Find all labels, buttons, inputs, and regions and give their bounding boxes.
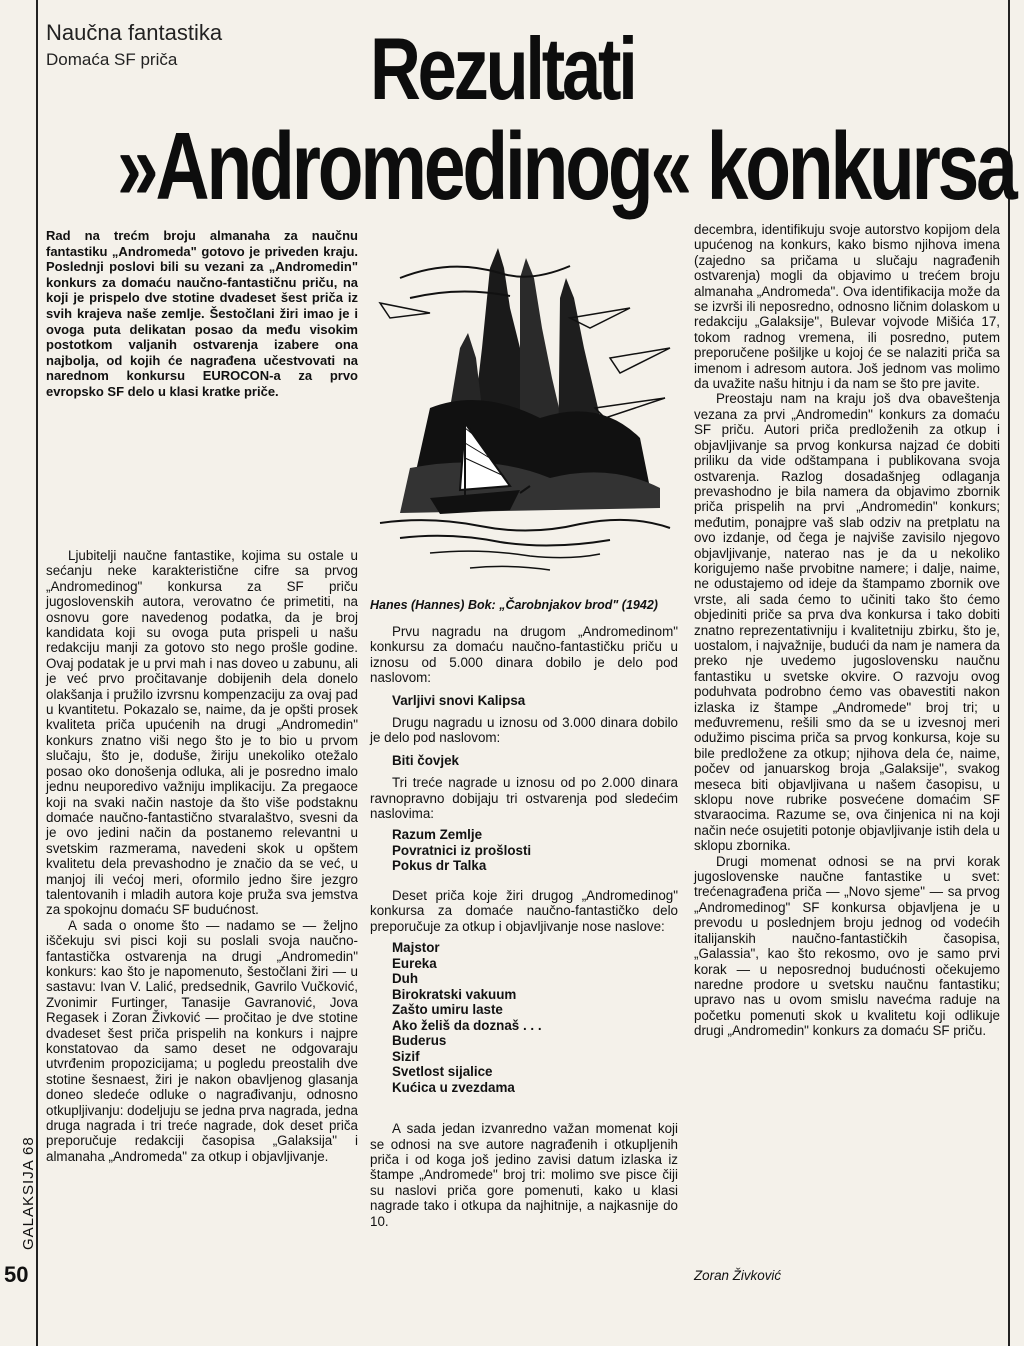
list-item: Birokratski vakuum: [392, 986, 517, 1002]
col2-paragraph-2: Drugu nagradu u iznosu od 3.000 dinara dobilo je delo pod naslovom:: [370, 715, 678, 746]
headline-line-1: Rezultati: [370, 19, 635, 118]
list-item: Zašto umiru laste: [392, 1002, 503, 1018]
recommended-list: [370, 940, 678, 1095]
ship-illustration: [370, 238, 680, 578]
col2-paragraph-5: A sada jedan izvanredno važan momenat koji se odnosi na sve autore nagrađenih i otkupljenih priča i od koga još jedino zavisi datum izlaska iz štampe „Andromede" broj tri: molimo sve pisce čiji su naslovi priča gore pomenuti, kako u klasi nagrade tako i otkupa da najhitnije, a najkasnije do 10.: [370, 1121, 678, 1229]
col2-paragraph-4: Deset priča koje žiri drugog „Andromedinog" konkursa za domaće naučno-fantastičko delo preporučuje za otkup i objavljivanje nose naslove:: [370, 887, 678, 934]
list-item: Sizif: [392, 1048, 420, 1064]
col1-paragraph-2: A sada o onome što — nadamo se — željno iščekuju svi pisci koji su poslali svoja naučno-fantastička ostvarenja na drugi „Andromedin" konkurs: kao što je napomenuto, šestočlani žiri — u sastavu: Ivan V. Lalić, predsednik, Gavrilo Vučković, Zvonimir Furtinger, Tanasije Gavranović, Jova Regasek i Zoran Živković — pročitao je dve stotine dvadeset šest priča prispelih na konkurs i najpre konstatovao da samo deset ne odgovaraju utvrđenim propozicijama; u pogledu preostalih dve stotine šesnaest, žiri je nakon obavljenog glasanja doneo sledeće odluke o nagrađivanju, odnosno otkupljivanju: dodeljuju se jedna prva nagrada, jedna druga nagrada i tri treće nagrade, dok deset priča preporučuje redakciji časopisa „Galaksija" i almanaha „Andromeda" za otkup i objavljivanje.: [46, 917, 358, 1164]
column-3: [694, 222, 1000, 1039]
col3-paragraph-3: Drugi momenat odnosi se na prvi korak jugoslovenske naučne fantastike u svet: trećenagrađena priča — „Novo sjeme" — sa prvog „Andromedinog" SF konkursa objavljena je u prevodu u poslednjem broju jednog od vodećih italijanskih naučno-fantastičkih časopisa, „Galassia", kao što rekosmo, ovo je samo prvi korak — u neposrednoj budućnosti očekujemo naredne prodore u svetsku naučnu fantastiku; upravo nas u ovom smislu navećma raduje na početku pomenuti skok u kvalitetu koji odlikuje drugi „Andromedin" konkurs za domaću SF priču.: [694, 853, 1000, 1039]
headline-line-2: »Andromedinog« konkursa: [117, 113, 1015, 220]
page-number: 50: [4, 1262, 29, 1287]
list-item: Duh: [392, 971, 419, 987]
first-prize-title: Varljivi snovi Kalipsa: [392, 692, 526, 708]
list-item: Majstor: [392, 940, 440, 956]
column-2: [370, 624, 678, 1229]
list-item: Svetlost sijalice: [392, 1064, 493, 1080]
subsection-label: Domaća SF priča: [46, 50, 178, 69]
col3-paragraph-2: Preostaju nam na kraju još dva obaveštenja vezana za prvi „Andromedin" konkurs za domaću SF priču. Autori priča predloženih za otkup i objavljivanje sa prvog konkursa najzad će dobiti priliku da vide odštampana i publikovana svoja ostvarenja. Razlog dosadašnjeg odlaganja prevashodno je bila namera da objavimo zbornik priča prispelih na prvi „Andromedin" konkurs; međutim, ponajpre vaš slab odziv na pretplatu na ovo izdanje, od čega je najviše zavisilo njegovo objavljivanje, naterao nas je da u nekoliko korigujemo naše prvobitne namere; i dalje, naime, ne odustajemo od ideje da štampamo zbornik ove vrste, ali sada ćemo to učiniti tako što ćemo objediniti priče sa prva dva konkursa i tako dobiti znatno reprezentativniju i kvalitetniju zbirku, što je, uostalom, i najvažnije, budući da nam je namera da preko nje uvedemo jugoslovensku naučnu fantastiku u svetske okvire. O razvoju ovog poduhvata podrobno ćemo vas obavestiti nakon izlaska iz štampe „Andromede" broj tri; u međuvremenu, rešili smo da se u izvesnoj meri odužimo piscima priča sa prvog konkursa, koje su bile predložene za otkup; njihova dela će, naime, počev od januarskog broja „Galaksije", svakog meseca biti objavljivana u našem časopisu, u sklopu nove rubrike posvećene domaćim SF stvaraocima. Razume se, ova činjenica ni na koji način neće osujetiti potonje objavljivanje istih dela u sklopu zbornika.: [694, 391, 1000, 854]
list-item: Buderus: [392, 1033, 447, 1049]
col3-paragraph-1: decembra, identifikuju svoje autorstvo kopijom dela upućenog na konkurs, kako bismo njihova imena (zajedno sa pričama u slučaju nagrađenih ostvarenja) mogli da objavimo u trećem broju almanaha „Andromeda". Ova identifikacija može da se izvrši ili neposredno, odnosno ličnim dolaskom u redakciju „Galaksije", Bulevar vojvode Mišića 17, tokom radnog vremena, ili posredno, putem preporučene pošiljke u kojoj će se nalaziti priča sa imenom i adresom autora. Još jednom vas molimo da uvažite našu hitnju i da nam se što pre javite.: [694, 222, 1000, 392]
list-item: Povratnici iz prošlosti: [392, 842, 532, 858]
second-prize-title: Biti čovjek: [392, 752, 459, 768]
col2-paragraph-3: Tri treće nagrade u iznosu od po 2.000 dinara ravnopravno dobijaju tri ostvarenja pod sledećim naslovima:: [370, 775, 678, 822]
illustration-caption: Hanes (Hannes) Bok: „Čarobnjakov brod" (1942): [370, 598, 658, 612]
col1-paragraph-1: Ljubitelji naučne fantastike, kojima su ostale u sećanju neke karakteristične cifre sa prvog „Andromedinog" konkursa za SF priču jugoslovenskih autora, verovatno će primetiti, na osnovu gore navedenog podatka, da je broj kandidata koji su ovoga puta prispeli u našu redakciju manji za gotovo sto nego prošle godine. Ovaj podatak je u prvi mah i nas doveo u zabunu, ali je već prvo pročitavanje dobijenih dela donelo olakšanja i pružilo izvrsnu kompenzaciju za ovaj pad u kvantitetu. Pokazalo se, naime, da je opšti prosek kvaliteta priča upućenih na drugi „Andromedin" konkurs znatno viši nego što je to bio u prvom slučaju, što je, doduše, žiriju unekoliko otežalo posao oko donošenja odluka, ali je posredno imalo jednu neuporedivo važniju implikaciju. Za pregaoce koji na svaki način nastoje da što više podstaknu domaće naučno-fantastično stvaralaštvo, svesni da je ovo jedini način da postanemo relevantni u svetskim razmerama, navedeni skok u opštem kvalitetu dela prevashodno je značio da se već, u manjoj ili većoj meri, oformilo jedno šire jezgro talentovanih i mladih autora koje pruža sva jemstva za spokojnu domaću SF budućnost.: [46, 548, 358, 918]
list-item: Razum Zemlje: [392, 827, 483, 843]
lead-paragraph: Rad na trećm broju almanaha za naučnu fantastiku „Andromeda" gotovo je priveden kraju. Poslednji poslovi bili su vezani za „Andromedin" konkurs za domaću naučno-fantastičnu priču, na koji je prispelo dve stotine dvadeset šest priča iz svih krajeva naše zemlje. Šestočlani žiri imao je i ovoga puta delikatan posao da među visokim postotkom valjanih ostvarenja izabere ona najbolja, od kojih će nagrađena učestvovati na narednom konkursu EUROCON-a za prvo evropsko SF delo u klasi kratke priče.: [46, 228, 358, 399]
third-prize-list: [370, 827, 678, 874]
col2-paragraph-1: Prvu nagradu na drugom „Andromedinom" konkursu za domaću naučno-fantastičku priču u iznosu od 5.000 dinara dobilo je delo pod naslovom:: [370, 624, 678, 686]
column-1: [46, 548, 358, 1164]
list-item: Ako želiš da doznaš . . .: [392, 1017, 542, 1033]
magazine-name: GALAKSIJA 68: [20, 1136, 37, 1250]
list-item: Pokus dr Talka: [392, 858, 487, 874]
list-item: Eureka: [392, 955, 437, 971]
list-item: Kućica u zvezdama: [392, 1079, 515, 1095]
author-signature: Zoran Živković: [694, 1268, 782, 1283]
section-label: Naučna fantastika: [46, 20, 223, 45]
